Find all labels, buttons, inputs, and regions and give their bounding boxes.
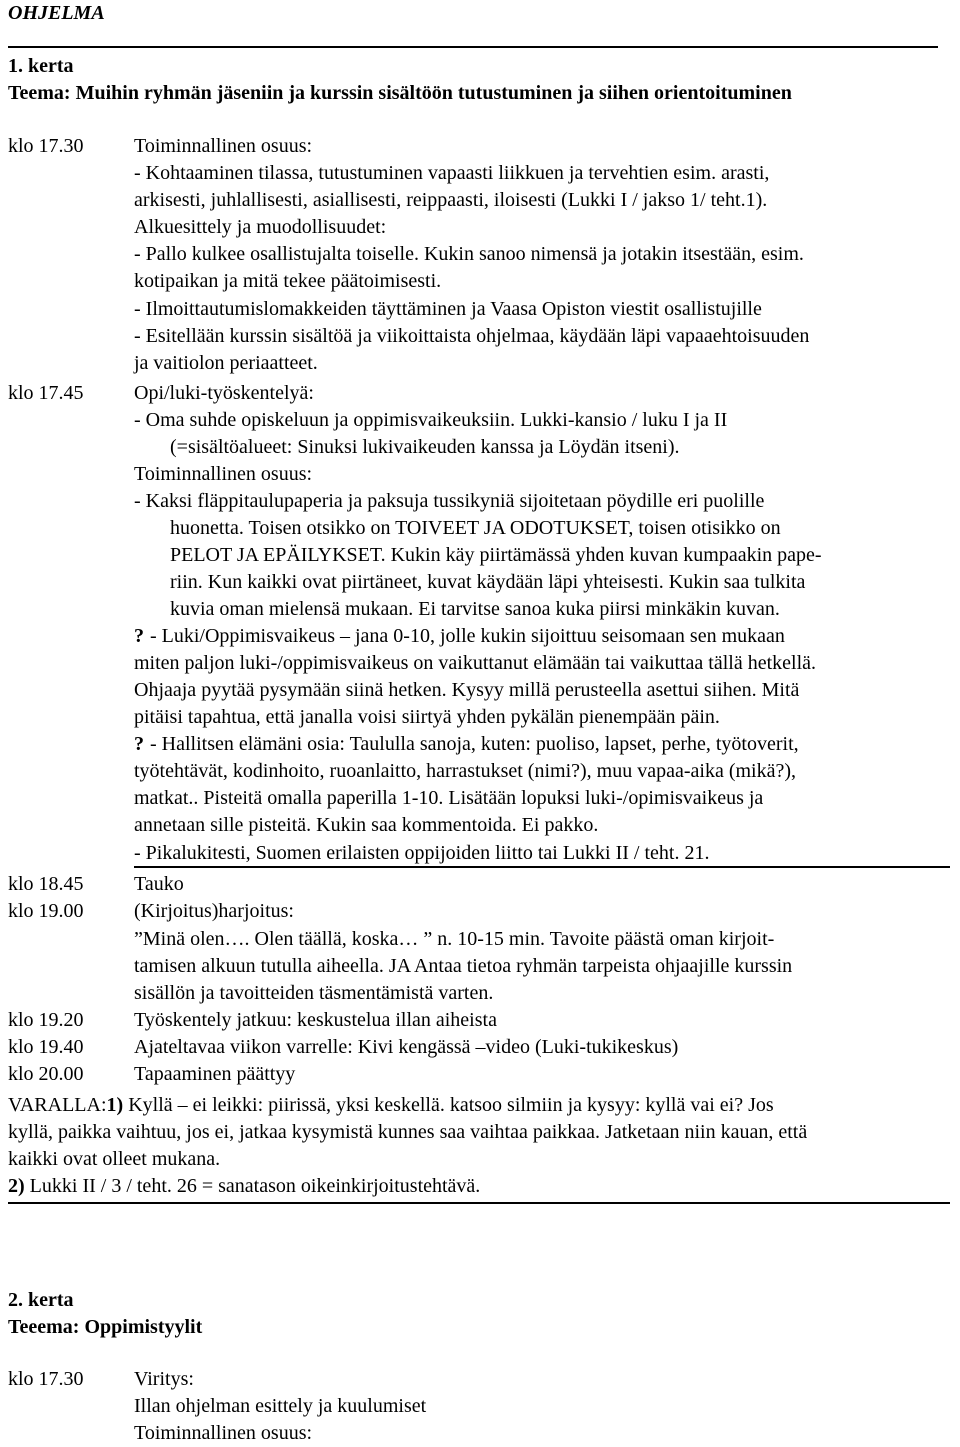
text-line: - Kohtaaminen tilassa, tutustuminen vapaasti liikkuen ja tervehtien esim. arasti, (134, 162, 770, 184)
question-mark: ? (134, 625, 144, 647)
section-heading: (Kirjoitus)harjoitus: (134, 900, 294, 922)
session-theme: Teema: Muihin ryhmän jäseniin ja kurssin sisältöön tutustuminen ja siihen orientoituminen (8, 82, 792, 104)
text-line: arkisesti, juhlallisesti, asiallisesti, reippaasti, iloisesti (Lukki I / jakso 1/ teht.1). (134, 189, 768, 211)
section-rule (8, 1202, 950, 1204)
text-line: ”Minä olen…. Olen täällä, koska… ” n. 10-15 min. Tavoite päästä oman kirjoit- (134, 928, 775, 950)
section-heading: Tauko (134, 873, 184, 895)
text-line: kotipaikan ja mitä tekee päätoimisesti. (134, 270, 442, 292)
time-label: klo 19.00 (8, 900, 84, 922)
text-line: matkat.. Pisteitä omalla paperilla 1-10. Lisätään lopuksi luki-/opimisvaikeus ja (134, 787, 764, 809)
text-line: - Luki/Oppimisvaikeus – jana 0-10, jolle kukin sijoittuu seisomaan sen mukaan (150, 625, 785, 647)
time-label: klo 20.00 (8, 1063, 84, 1085)
time-label: klo 19.20 (8, 1009, 84, 1031)
section-heading: Toiminnallinen osuus: (134, 463, 313, 485)
document-title: OHJELMA (8, 2, 105, 24)
text-line: - Ilmoittautumislomakkeiden täyttäminen ja Vaasa Opiston viestit osallistujille (134, 298, 762, 320)
question-mark: ? (134, 733, 144, 755)
text-line: (=sisältöalueet: Sinuksi lukivaikeuden kanssa ja Löydän itseni). (170, 436, 680, 458)
text-line: ja vaitiolon periaatteet. (134, 352, 318, 374)
section-heading: Viritys: (134, 1368, 194, 1390)
varalla-line: kaikki ovat olleet mukana. (8, 1148, 221, 1170)
text-line: - Pallo kulkee osallistujalta toiselle. Kukin sanoo nimensä ja jotakin itsestään, esim. (134, 243, 804, 265)
session-title: 1. kerta (8, 55, 74, 77)
section-heading: Toiminnallinen osuus: (134, 135, 313, 157)
text-line: tamisen alkuun tutulla aiheella. JA Antaa tietoa ryhmän tarpeista ohjaajille kurssin (134, 955, 793, 977)
time-label: klo 17.30 (8, 1368, 84, 1390)
varalla-line (8, 1173, 480, 1200)
varalla-number: 1) (106, 1094, 124, 1116)
text-line: - Pikalukitesti, Suomen erilaisten oppijoiden liitto tai Lukki II / teht. 21. (134, 842, 710, 864)
section-heading: Toiminnallinen osuus: (134, 1422, 313, 1444)
text-line: työtehtävät, kodinhoito, ruoanlaitto, harrastukset (nimi?), muu vapaa-aika (mikä?), (134, 760, 797, 782)
time-label: klo 17.30 (8, 135, 84, 157)
section-rule (134, 866, 950, 868)
text-line: Ohjaaja pyytää pysymään siinä hetken. Kysyy millä perusteella asettui siihen. Mitä (134, 679, 800, 701)
text-line: - Kaksi fläppitaulupaperia ja paksuja tussikyniä sijoitetaan pöydille eri puolille (134, 490, 765, 512)
text-line: Illan ohjelman esittely ja kuulumiset (134, 1395, 427, 1417)
text-line: - Esitellään kurssin sisältöä ja viikoittaista ohjelmaa, käydään läpi vapaaehtoisuuden (134, 325, 810, 347)
session-theme: Teeema: Oppimistyylit (8, 1316, 203, 1338)
text-line: pitäisi tapahtua, että janalla voisi siirtyä yhden pykälän pienempään päin. (134, 706, 720, 728)
section-heading: Alkuesittely ja muodollisuudet: (134, 216, 387, 238)
varalla-line (8, 1092, 774, 1119)
text-line: - Oma suhde opiskeluun ja oppimisvaikeuksiin. Lukki-kansio / luku I ja II (134, 409, 728, 431)
text-line: annetaan sille pisteitä. Kukin saa kommentoida. Ei pakko. (134, 814, 599, 836)
text-line: PELOT JA EPÄILYKSET. Kukin käy piirtämässä yhden kuvan kumpaakin pape- (170, 544, 822, 566)
time-label: klo 19.40 (8, 1036, 84, 1058)
text-line: Työskentely jatkuu: keskustelua illan aiheista (134, 1009, 497, 1031)
text-line: riin. Kun kaikki ovat piirtäneet, kuvat käydään läpi yhteisesti. Kukin saa tulkita (170, 571, 806, 593)
varalla-number: 2) (8, 1175, 25, 1197)
section-heading: Opi/luki-työskentelyä: (134, 382, 314, 404)
text-line: huonetta. Toisen otsikko on TOIVEET JA ODOTUKSET, toisen otisikko on (170, 517, 781, 539)
text-line: miten paljon luki-/oppimisvaikeus on vaikuttanut elämään tai vaikuttaa tällä hetkellä. (134, 652, 817, 674)
header-rule (8, 46, 938, 48)
varalla-line: kyllä, paikka vaihtuu, jos ei, jatkaa kysymistä kunnes saa vaihtaa paikkaa. Jatketaan niin kauan, että (8, 1121, 808, 1143)
text-line: Tapaaminen päättyy (134, 1063, 296, 1085)
text-line: - Hallitsen elämäni osia: Taululla sanoja, kuten: puoliso, lapset, perhe, työtoverit, (150, 733, 799, 755)
text-line: sisällön ja tavoitteiden täsmentämistä varten. (134, 982, 494, 1004)
session-title: 2. kerta (8, 1289, 74, 1311)
text-line: kuvia oman mielensä mukaan. Ei tarvitse sanoa kuka piirsi minkäkin kuvan. (170, 598, 780, 620)
varalla-text: Lukki II / 3 / teht. 26 = sanatason oikeinkirjoitustehtävä. (29, 1175, 481, 1197)
time-label: klo 18.45 (8, 873, 84, 895)
varalla-text: Kyllä – ei leikki: piirissä, yksi keskellä. katsoo silmiin ja kysyy: kyllä vai ei? Jos (128, 1094, 774, 1116)
time-label: klo 17.45 (8, 382, 84, 404)
varalla-label: VARALLA: (8, 1094, 107, 1116)
text-line: Ajateltavaa viikon varrelle: Kivi kengässä –video (Luki-tukikeskus) (134, 1036, 679, 1058)
